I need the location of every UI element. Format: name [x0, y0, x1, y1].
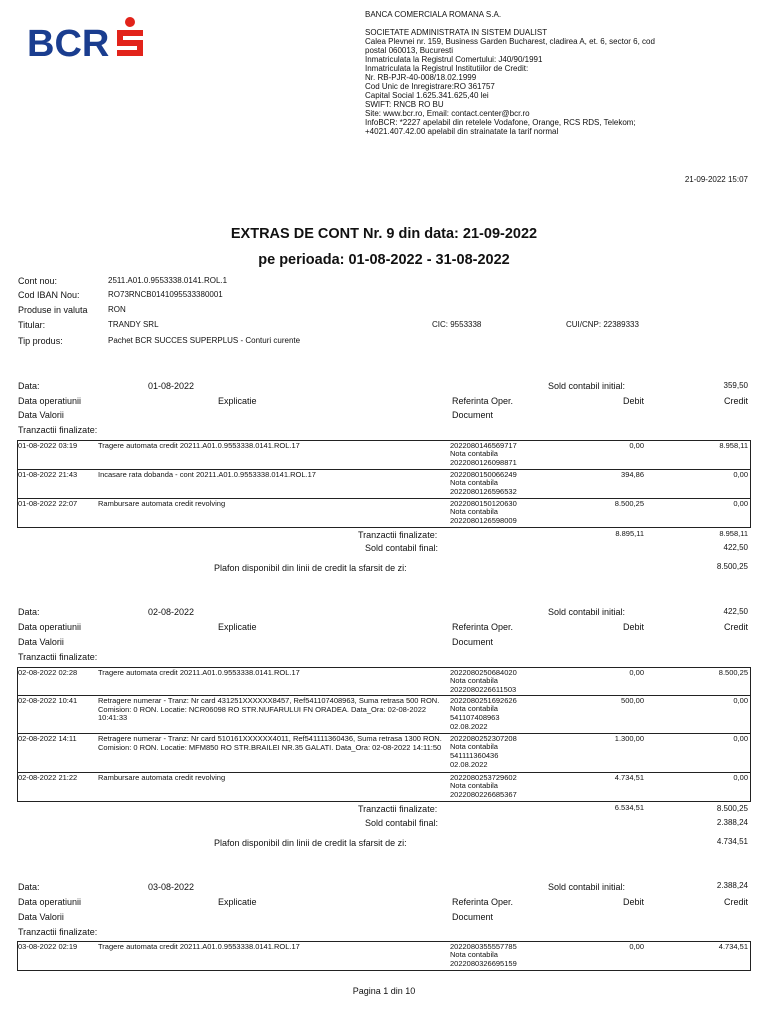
day-date-label: Data: — [18, 882, 40, 892]
total-credit: 8.958,11 — [719, 529, 748, 538]
sold-initial-label: Sold contabil initial: — [548, 607, 626, 617]
col-credit: Credit — [723, 396, 748, 406]
row-document: 2022080326695159 — [450, 959, 517, 968]
sold-initial-label: Sold contabil initial: — [548, 882, 626, 892]
col-data-valorii: Data Valorii — [18, 410, 64, 420]
sold-initial-value: 2.388,24 — [716, 881, 748, 890]
sold-final-label: Sold contabil final: — [365, 543, 439, 553]
statement-period: pe perioada: 01-08-2022 - 31-08-2022 — [258, 252, 510, 268]
row-nota: Nota contabila — [450, 478, 498, 487]
row-datetime: 01-08-2022 03:19 — [18, 441, 78, 450]
col-debit: Debit — [622, 396, 644, 406]
col-document: Document — [452, 637, 494, 647]
bank-line: BANCA COMERCIALA ROMANA S.A. — [365, 10, 502, 19]
bank-line: SWIFT: RNCB RO BU — [365, 100, 444, 109]
bank-line: Calea Plevnei nr. 159, Business Garden Bucharest, cladirea A, et. 6, sector 6, cod — [365, 37, 655, 46]
col-data-op: Data operatiunii — [18, 897, 82, 907]
col-data-valorii: Data Valorii — [18, 912, 64, 922]
product-value: Pachet BCR SUCCES SUPERPLUS - Conturi curente — [108, 336, 301, 345]
row-credit: 0,00 — [733, 499, 748, 508]
bank-line: +4021.407.42.00 apelabil din strainatate la tarif normal — [365, 127, 559, 136]
row-reference: 2022080253729602 — [450, 773, 517, 782]
col-referinta: Referinta Oper. — [452, 396, 514, 406]
tranzactii-label: Tranzactii finalizate: — [18, 425, 98, 435]
col-explicatie: Explicatie — [218, 622, 257, 632]
row-credit: 0,00 — [733, 773, 748, 782]
bank-line: Cod Unic de Inregistrare:RO 361757 — [365, 82, 495, 91]
sold-final-value: 2.388,24 — [716, 818, 748, 827]
col-explicatie: Explicatie — [218, 897, 257, 907]
sold-final-label: Sold contabil final: — [365, 818, 439, 828]
sold-final-value: 422,50 — [723, 543, 748, 552]
bank-line: Inmatriculata la Registrul Institutiilor de Credit: — [365, 64, 529, 73]
row-datetime: 02-08-2022 14:11 — [18, 734, 77, 743]
bank-line: InfoBCR: *2227 apelabil din retelele Vodafone, Orange, RCS RDS, Telekom; — [365, 118, 636, 127]
currency-label: Produse in valuta — [18, 305, 88, 315]
col-data-op: Data operatiunii — [18, 396, 82, 406]
bank-line: Capital Social 1.625.341.625,40 lei — [365, 91, 489, 100]
col-debit: Debit — [622, 622, 644, 632]
row-debit: 4.734,51 — [614, 773, 644, 782]
col-data-op: Data operatiunii — [18, 622, 82, 632]
total-debit: 6.534,51 — [614, 803, 644, 812]
row-nota: Nota contabila — [450, 781, 498, 790]
col-explicatie: Explicatie — [218, 396, 257, 406]
row-datetime: 02-08-2022 21:22 — [18, 773, 78, 782]
table-row — [17, 440, 751, 470]
row-debit: 0,00 — [629, 942, 644, 951]
row-value-date: 02.08.2022 — [450, 760, 488, 769]
bank-header — [365, 10, 760, 136]
row-reference: 2022080251692626 — [450, 696, 517, 705]
iban-value: RO73RNCB0141095533380001 — [108, 290, 223, 299]
row-document: 2022080226685367 — [450, 790, 517, 799]
row-nota: Nota contabila — [450, 507, 498, 516]
row-credit: 0,00 — [733, 734, 748, 743]
sold-initial-value: 422,50 — [723, 607, 748, 616]
total-credit: 8.500,25 — [716, 804, 748, 813]
account-label: Cont nou: — [18, 276, 58, 286]
row-credit: 8.958,11 — [719, 441, 748, 450]
row-debit: 394,86 — [621, 470, 644, 479]
row-datetime: 01-08-2022 22:07 — [18, 499, 78, 508]
row-debit: 1.300,00 — [614, 734, 644, 743]
row-explanation: Retragere numerar - Tranz: Nr card 510161XXXXXX4011, Ref541111360436, Suma retrasa 1300 RON. Comision: 0 RON. Locatie: MFM850 RO STR.BRAILEI NR.35 GALATI. Data_Ora: 02-08-2022 14:11:50 — [98, 734, 442, 752]
sold-initial-label: Sold contabil initial: — [548, 381, 626, 391]
sold-initial-value: 359,50 — [723, 381, 748, 390]
col-document: Document — [452, 912, 494, 922]
row-debit: 0,00 — [629, 441, 644, 450]
plafon-label: Plafon disponibil din linii de credit la sfarsit de zi: — [214, 838, 407, 848]
row-datetime: 03-08-2022 02:19 — [18, 942, 78, 951]
row-credit: 8.500,25 — [718, 668, 748, 677]
plafon-label: Plafon disponibil din linii de credit la sfarsit de zi: — [214, 563, 407, 573]
day-date-label: Data: — [18, 607, 40, 617]
row-document: 2022080126598009 — [450, 516, 517, 525]
cui-value: CUI/CNP: 22389333 — [566, 320, 639, 329]
row-explanation: Incasare rata dobanda - cont 20211.A01.0.9553338.0141.ROL.17 — [98, 470, 316, 479]
tranzactii-label: Tranzactii finalizate: — [18, 652, 98, 662]
row-nota: Nota contabila — [450, 676, 498, 685]
row-datetime: 02-08-2022 02:28 — [18, 668, 78, 677]
table-row — [17, 498, 751, 528]
row-document: 541111360436 — [450, 751, 499, 760]
account-number: 2511.A01.0.9553338.0141.ROL.1 — [108, 276, 228, 285]
row-explanation: Rambursare automata credit revolving — [98, 773, 226, 782]
row-reference: 2022080146569717 — [450, 441, 517, 450]
row-explanation: Rambursare automata credit revolving — [98, 499, 226, 508]
tranz-final-label: Tranzactii finalizate: — [358, 804, 438, 814]
row-document: 2022080226611503 — [450, 685, 517, 694]
bank-line: Site: www.bcr.ro, Email: contact.center@bcr.ro — [365, 109, 530, 118]
day-date: 02-08-2022 — [148, 607, 195, 617]
row-document: 541107408963 — [450, 713, 500, 722]
bank-line: Inmatriculata la Registrul Comertului: J40/90/1991 — [365, 55, 543, 64]
row-nota: Nota contabila — [450, 704, 498, 713]
row-debit: 0,00 — [629, 668, 644, 677]
col-credit: Credit — [723, 622, 748, 632]
row-debit: 8.500,25 — [614, 499, 644, 508]
row-document: 2022080126098871 — [450, 458, 517, 467]
col-referinta: Referinta Oper. — [452, 897, 514, 907]
bank-line: Nr. RB-PJR-40-008/18.02.1999 — [365, 73, 477, 82]
day-date: 03-08-2022 — [148, 882, 195, 892]
col-debit: Debit — [622, 897, 644, 907]
table-row — [17, 733, 751, 773]
table-row — [17, 941, 751, 971]
row-reference: 2022080250684020 — [450, 668, 517, 677]
tranzactii-label: Tranzactii finalizate: — [18, 927, 98, 937]
iban-label: Cod IBAN Nou: — [18, 290, 80, 300]
bcr-logo — [27, 16, 157, 64]
bank-line — [365, 19, 760, 28]
table-row — [17, 772, 751, 802]
row-debit: 500,00 — [621, 696, 644, 705]
statement-title: EXTRAS DE CONT Nr. 9 din data: 21-09-2022 — [230, 226, 538, 242]
page-number: Pagina 1 din 10 — [352, 986, 416, 996]
row-explanation: Tragere automata credit 20211.A01.0.9553338.0141.ROL.17 — [98, 668, 300, 677]
row-nota: Nota contabila — [450, 950, 498, 959]
col-document: Document — [452, 410, 494, 420]
holder-label: Titular: — [18, 320, 46, 330]
row-credit: 4.734,51 — [718, 942, 748, 951]
bank-line: SOCIETATE ADMINISTRATA IN SISTEM DUALIST — [365, 28, 548, 37]
row-credit: 0,00 — [733, 696, 748, 705]
row-document: 2022080126596532 — [450, 487, 517, 496]
row-reference: 2022080355557785 — [450, 942, 517, 951]
table-row — [17, 469, 751, 499]
row-value-date: 02.08.2022 — [450, 722, 488, 731]
row-explanation: Tragere automata credit 20211.A01.0.9553338.0141.ROL.17 — [98, 441, 300, 450]
row-explanation: Tragere automata credit 20211.A01.0.9553338.0141.ROL.17 — [98, 942, 300, 951]
row-explanation: Retragere numerar - Tranz: Nr card 431251XXXXXX8457, Ref541107408963, Suma retrasa 500 RON. Comision: 0 RON. Locatie: NCR06098 RO STR.NUFARULUI FN ORADEA. Data_Ora: 02-08-2022 10:41:33 — [98, 696, 440, 723]
day-date-label: Data: — [18, 381, 40, 391]
row-nota: Nota contabila — [450, 742, 498, 751]
row-reference: 2022080252307208 — [450, 734, 517, 743]
table-row — [17, 695, 751, 734]
row-reference: 2022080150120630 — [450, 499, 517, 508]
row-datetime: 01-08-2022 21:43 — [18, 470, 78, 479]
holder-value: TRANDY SRL — [108, 320, 159, 329]
bank-line: postal 060013, Bucuresti — [365, 46, 454, 55]
logo-text: BCR — [27, 23, 110, 64]
col-data-valorii: Data Valorii — [18, 637, 64, 647]
plafon-value: 4.734,51 — [716, 837, 748, 846]
tranz-final-label: Tranzactii finalizate: — [358, 530, 438, 540]
print-timestamp: 21-09-2022 15:07 — [684, 175, 748, 184]
plafon-value: 8.500,25 — [716, 562, 748, 571]
total-debit: 8.895,11 — [615, 529, 644, 538]
row-reference: 2022080150066249 — [450, 470, 517, 479]
cic-value: CIC: 9553338 — [432, 320, 482, 329]
logo-mark-icon — [117, 17, 143, 56]
col-credit: Credit — [723, 897, 748, 907]
row-datetime: 02-08-2022 10:41 — [18, 696, 78, 705]
row-credit: 0,00 — [733, 470, 748, 479]
col-referinta: Referinta Oper. — [452, 622, 514, 632]
currency-value: RON — [108, 305, 126, 314]
row-nota: Nota contabila — [450, 449, 498, 458]
bcr-logo-graphic — [27, 16, 157, 64]
product-label: Tip produs: — [18, 336, 63, 346]
day-date: 01-08-2022 — [148, 381, 195, 391]
table-row — [17, 667, 751, 696]
